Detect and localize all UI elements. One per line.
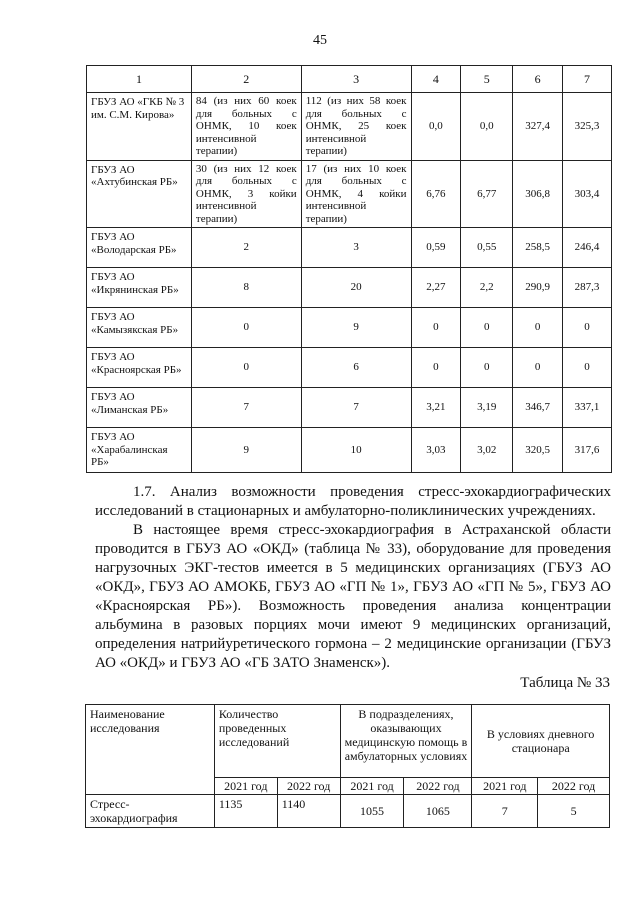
cell-value: 9 [301, 308, 411, 348]
cell-beds-2021: 30 (из них 12 коек для больных с ОНМК, 3 койки интенсивной терапии) [191, 160, 301, 228]
year-header: 2022 год [404, 778, 472, 795]
header-name: Наименование исследования [86, 705, 215, 795]
header-day-hospital: В условиях дневного стационара [472, 705, 610, 778]
cell-value: 20 [301, 268, 411, 308]
cell-name: ГБУЗ АО «Красноярская РБ» [87, 348, 192, 388]
table-row [87, 228, 612, 268]
table-row [87, 388, 612, 428]
cell-value: 3 [301, 228, 411, 268]
cell-value: 10 [301, 428, 411, 473]
cell-value: 1065 [404, 795, 472, 828]
column-header: 3 [301, 66, 411, 93]
year-header: 2021 год [214, 778, 277, 795]
table-row [87, 428, 612, 473]
cell-value: 0 [191, 308, 301, 348]
cell-value: 337,1 [563, 388, 612, 428]
cell-name: ГБУЗ АО «Лиманская РБ» [87, 388, 192, 428]
header-ambulatory: В подразделениях, оказывающих медицинскую помощь в амбулаторных условиях [340, 705, 472, 778]
cell-value: 346,7 [513, 388, 563, 428]
cell-value: 246,4 [563, 228, 612, 268]
cell-value: 2,27 [411, 268, 461, 308]
cell-value: 0,59 [411, 228, 461, 268]
page-number: 45 [313, 33, 327, 48]
cell-value: 0 [411, 348, 461, 388]
table-row [87, 268, 612, 308]
column-header: 5 [461, 66, 513, 93]
cell-value: 6 [301, 348, 411, 388]
table-row [87, 348, 612, 388]
cell-name: ГБУЗ АО «Володарская РБ» [87, 228, 192, 268]
year-header: 2021 год [472, 778, 538, 795]
cell-value: 1055 [340, 795, 404, 828]
table-row [86, 795, 610, 828]
cell-value: 0 [461, 308, 513, 348]
table-row [87, 308, 612, 348]
cell-value: 5 [538, 795, 610, 828]
cell-value: 290,9 [513, 268, 563, 308]
cell-value: 7 [191, 388, 301, 428]
cell-value: 6,77 [461, 160, 513, 228]
cell-value: 1140 [277, 795, 340, 828]
stress-echo-table [85, 704, 610, 828]
column-header: 6 [513, 66, 563, 93]
column-header: 1 [87, 66, 192, 93]
cell-value: 0 [563, 348, 612, 388]
cell-value: 3,21 [411, 388, 461, 428]
cell-value: 303,4 [563, 160, 612, 228]
cell-name: ГБУЗ АО «Харабалинская РБ» [87, 428, 192, 473]
table-header-row [87, 66, 612, 93]
cell-value: 0,0 [411, 93, 461, 161]
cell-value: 0 [563, 308, 612, 348]
column-header: 7 [563, 66, 612, 93]
header-count: Количество проведенных исследований [214, 705, 340, 778]
section-heading: 1.7. Анализ возможности проведения стресс-эхокардиографических исследований в стационарных и амбулаторно-поликлинических учреждениях. [95, 484, 611, 519]
cell-value: 0 [513, 348, 563, 388]
cell-value: 7 [472, 795, 538, 828]
cell-value: 287,3 [563, 268, 612, 308]
table-caption: Таблица № 33 [520, 675, 610, 691]
cell-value: 327,4 [513, 93, 563, 161]
cell-name: ГБУЗ АО «Ахтубинская РБ» [87, 160, 192, 228]
year-header: 2022 год [277, 778, 340, 795]
cell-name: ГБУЗ АО «Икрянинская РБ» [87, 268, 192, 308]
cell-value: 0,55 [461, 228, 513, 268]
year-header: 2022 год [538, 778, 610, 795]
cell-name: ГБУЗ АО «ГКБ № 3 им. С.М. Кирова» [87, 93, 192, 161]
cell-value: 0 [191, 348, 301, 388]
cell-value: 7 [301, 388, 411, 428]
table-row [87, 160, 612, 228]
table-header-row [86, 705, 610, 778]
hospital-beds-table [86, 65, 612, 473]
cell-value: 325,3 [563, 93, 612, 161]
cell-value: 0 [513, 308, 563, 348]
cell-value: 0 [461, 348, 513, 388]
cell-beds-2022: 17 (из них 10 коек для больных с ОНМК, 4 койки интенсивной терапии) [301, 160, 411, 228]
cell-value: 1135 [214, 795, 277, 828]
cell-value: 258,5 [513, 228, 563, 268]
cell-value: 3,03 [411, 428, 461, 473]
column-header: 2 [191, 66, 301, 93]
cell-value: 317,6 [563, 428, 612, 473]
cell-value: 0 [411, 308, 461, 348]
table-row [87, 93, 612, 161]
cell-value: 3,19 [461, 388, 513, 428]
cell-beds-2021: 84 (из них 60 коек для больных с ОНМК, 10 коек интенсивной терапии) [191, 93, 301, 161]
cell-name: Стресс-эхокардиография [86, 795, 215, 828]
cell-beds-2022: 112 (из них 58 коек для больных с ОНМК, 25 коек интенсивной терапии) [301, 93, 411, 161]
cell-value: 2,2 [461, 268, 513, 308]
cell-value: 6,76 [411, 160, 461, 228]
column-header: 4 [411, 66, 461, 93]
cell-value: 3,02 [461, 428, 513, 473]
year-header: 2021 год [340, 778, 404, 795]
cell-value: 2 [191, 228, 301, 268]
cell-name: ГБУЗ АО «Камызякская РБ» [87, 308, 192, 348]
cell-value: 306,8 [513, 160, 563, 228]
body-paragraph: В настоящее время стресс-эхокардиография в Астраханской области проводится в ГБУЗ АО «ОКД» (таблица № 33), оборудование для проведения нагрузочных ЭКГ-тестов имеется в 5 медицинских организациях (ГБУЗ АО «ОКД», ГБУЗ АО АМОКБ, ГБУЗ АО «ГП № 1», ГБУЗ АО «ГП № 5», ГБУЗ АО «Красноярская РБ»). Возможность проведения анализа концентрации альбумина в разовых порциях мочи имеют 9 медицинских организаций, определения натрийуретического гормона – 2 медицинские организации (ГБУЗ АО «ОКД» и ГБУЗ АО «ГБ ЗАТО Знаменск»). [95, 522, 611, 671]
cell-value: 8 [191, 268, 301, 308]
cell-value: 320,5 [513, 428, 563, 473]
cell-value: 9 [191, 428, 301, 473]
cell-value: 0,0 [461, 93, 513, 161]
